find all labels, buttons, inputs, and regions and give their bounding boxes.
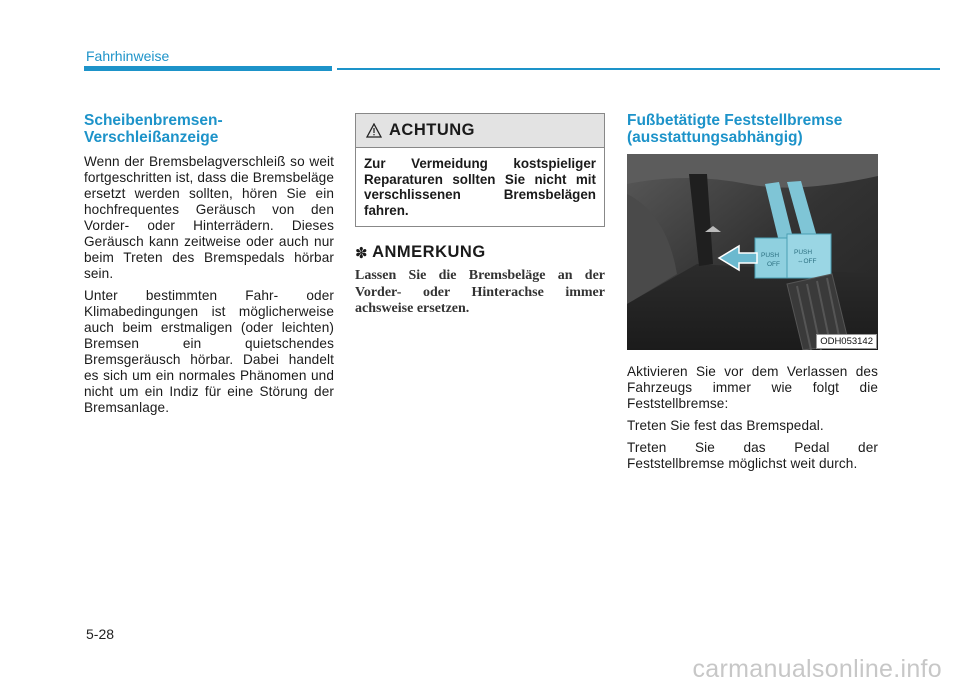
note-title: ANMERKUNG (372, 243, 486, 261)
caution-title: ACHTUNG (389, 121, 475, 139)
brake-wear-paragraph-2: Unter bestimmten Fahr- oder Klimabedingungen ist möglicherweise auch beim erstmaligen (oder leichten) Bremsen ein quietschendes Bremsgeräusch hörbar. Dabei handelt es sich um ein normales Phänomen und nicht um ein Indiz für eine Störung der Bremsanlage. (84, 288, 334, 415)
brake-wear-heading-line1: Scheibenbremsen- (84, 112, 223, 129)
warning-triangle-icon (366, 123, 382, 138)
parking-brake-heading (627, 112, 878, 146)
watermark: carmanualsonline.info (692, 655, 942, 683)
pedal-label-left-2: OFF (767, 261, 780, 268)
brake-wear-heading-line2: Verschleißanzeige (84, 129, 219, 146)
parking-brake-heading-line1: Fußbetätigte Feststellbremse (627, 112, 843, 129)
header-rule-thick (84, 66, 332, 71)
brake-wear-paragraph-1: Wenn der Bremsbelagverschleiß so weit fortgeschritten ist, dass die Bremsbeläge ersetzt werden sollten, hören Sie ein hochfrequentes Geräusch von den Vorder- oder Hinterrädern. Dieses Geräusch kann zeitweise oder auch nur beim Treten des Bremspedals hörbar sein. (84, 154, 334, 281)
note-star-icon: ✽ (355, 244, 369, 262)
parking-brake-heading-line2: (ausstattungsabhängig) (627, 129, 803, 146)
brake-wear-heading (84, 112, 334, 146)
parking-brake-paragraph-1: Aktivieren Sie vor dem Verlassen des Fahrzeugs immer wie folgt die Feststellbremse: (627, 364, 878, 411)
pedal-label-left-1: PUSH (761, 252, 780, 259)
section-label: Fahrhinweise (86, 48, 170, 64)
parking-brake-paragraph-2: Treten Sie fest das Bremspedal. (627, 418, 824, 433)
parking-brake-paragraph-3: Treten Sie das Pedal der Feststellbremse möglichst weit durch. (627, 440, 878, 471)
pedal-label-right-2: ⇔OFF (797, 258, 817, 265)
image-code: ODH053142 (816, 334, 877, 349)
caution-header (356, 114, 604, 148)
page-number: 5-28 (86, 626, 115, 642)
note-heading (355, 243, 605, 262)
pedal-label-right-1: PUSH (794, 249, 813, 256)
header-rule-thin (337, 68, 940, 70)
caution-box (355, 113, 605, 227)
caution-text: Zur Vermeidung kostspieliger Reparaturen sollten Sie nicht mit verschlissenen Bremsbelägen fahren. (364, 156, 596, 218)
left-column (84, 112, 334, 422)
right-column (627, 112, 878, 478)
parking-brake-pedal-photo (627, 154, 878, 350)
pedal-illustration (627, 154, 878, 350)
note-text: Lassen Sie die Bremsbeläge an der Vorder- oder Hinterachse immer achsweise ersetzen. (355, 268, 605, 316)
middle-column (355, 113, 605, 318)
